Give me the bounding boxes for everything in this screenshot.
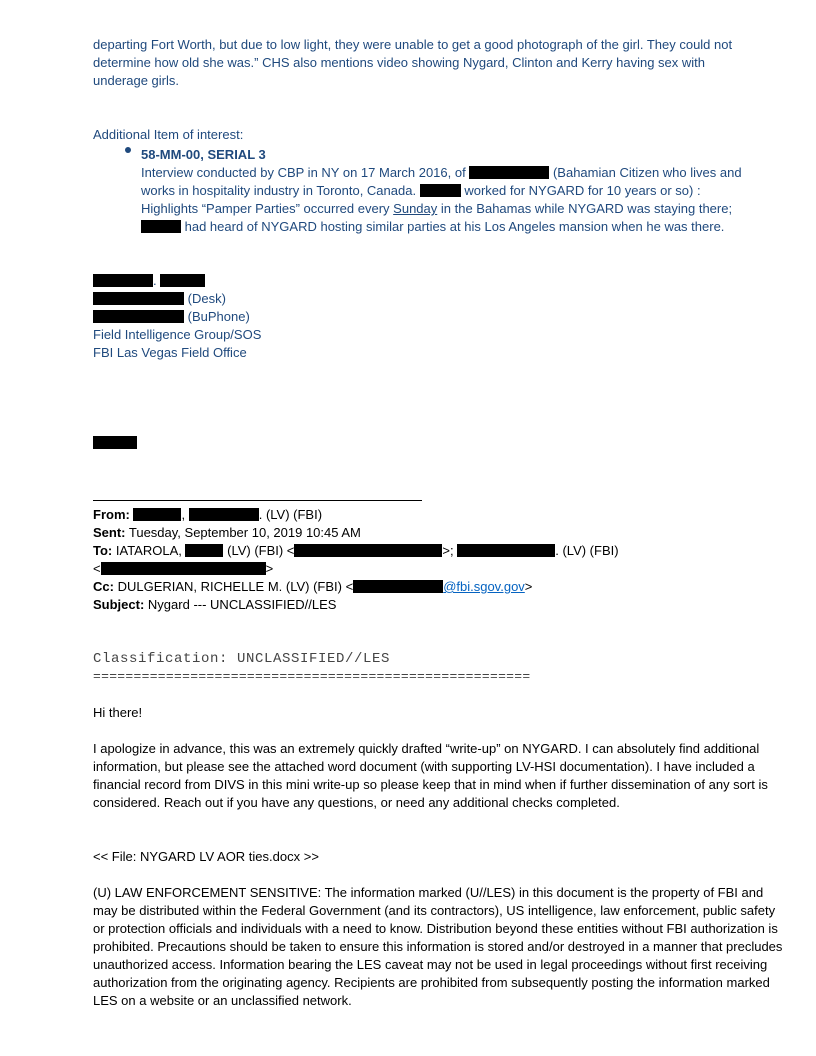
email-to: To: IATAROLA, (LV) (FBI) < >; . (LV) (FBI) [93,543,619,558]
bullet-dot-icon [125,147,131,153]
email-to-continued: < > [93,561,274,576]
email-sent: Sent: Tuesday, September 10, 2019 10:45 AM [93,525,361,540]
signature-buphone: (BuPhone) [93,308,250,326]
redaction [457,544,555,557]
redaction [160,274,205,287]
signature-desk: (Desk) [93,290,226,308]
redaction [189,508,259,521]
intro-line-3: underage girls. [93,73,179,88]
greeting: Hi there! [93,705,143,720]
intro-line-2: determine how old she was.” CHS also mentions video showing Nygard, Clinton and Kerry having sex with [93,55,706,70]
cc-email-link[interactable]: @fbi.sgov.gov [443,579,525,594]
header-divider [93,500,422,501]
classification-line: Classification: UNCLASSIFIED//LES [93,651,391,667]
signature-name: . [93,272,205,290]
classification-equals: ====================================================== [93,669,531,684]
bullet-title: 58-MM-00, SERIAL 3 [141,147,266,162]
additional-line-4: had heard of NYGARD hosting similar parties at his Los Angeles mansion when he was there. [141,218,724,236]
redaction [469,166,549,179]
redaction [93,436,137,449]
standalone-redaction [93,434,137,452]
body-paragraph-1: I apologize in advance, this was an extremely quickly drafted “write-up” on NYGARD. I can absolutely find additional information, but please see the attached word document (with supporting LV-HSI documentation). I have included a financial record from DIVS in this mini write-up so please keep that in mind when if further dissemination of any sort is considered. Reach out if you have any questions, or need any additional checks completed. [93,741,768,810]
additional-line-1: Interview conducted by CBP in NY on 17 March 2016, of (Bahamian Citizen who lives and [141,165,742,180]
redaction [93,310,184,323]
intro-line-1: departing Fort Worth, but due to low light, they were unable to get a good photograph of the girl. They could not [93,37,733,52]
email-cc: Cc: DULGERIAN, RICHELLE M. (LV) (FBI) < @fbi.sgov.gov> [93,579,533,594]
redaction [185,544,223,557]
additional-heading: Additional Item of interest: [93,127,244,142]
email-from: From: , . (LV) (FBI) [93,507,323,522]
signature-group: Field Intelligence Group/SOS [93,327,262,342]
redaction [353,580,443,593]
redaction [294,544,442,557]
redaction [101,562,266,575]
redaction [420,184,461,197]
attachment-file: << File: NYGARD LV AOR ties.docx >> [93,849,319,864]
redaction [93,292,184,305]
email-subject: Subject: Nygard --- UNCLASSIFIED//LES [93,597,337,612]
les-notice-paragraph: (U) LAW ENFORCEMENT SENSITIVE: The information marked (U//LES) in this document is the property of FBI and may be distributed within the Federal Government (and its contractors), US intelligence, law enforcement, public safety or protection officials and individuals with a need to know. Distribution beyond these entities without FBI authorization is prohibited. Precautions should be taken to ensure this information is stored and/or destroyed in a manner that precludes unauthorized access. Information bearing the LES caveat may not be used in legal proceedings without first receiving authorization from the originating agency. Recipients are prohibited from subsequently posting the information marked LES on a website or an unclassified network. [93,885,783,1008]
redaction [93,274,153,287]
additional-line-2: works in hospitality industry in Toronto, Canada. worked for NYGARD for 10 years or so) : [141,183,701,198]
redaction [133,508,181,521]
signature-office: FBI Las Vegas Field Office [93,345,247,360]
redaction [141,220,181,233]
additional-line-3: Highlights “Pamper Parties” occurred every Sunday in the Bahamas while NYGARD was staying there; [141,201,733,216]
